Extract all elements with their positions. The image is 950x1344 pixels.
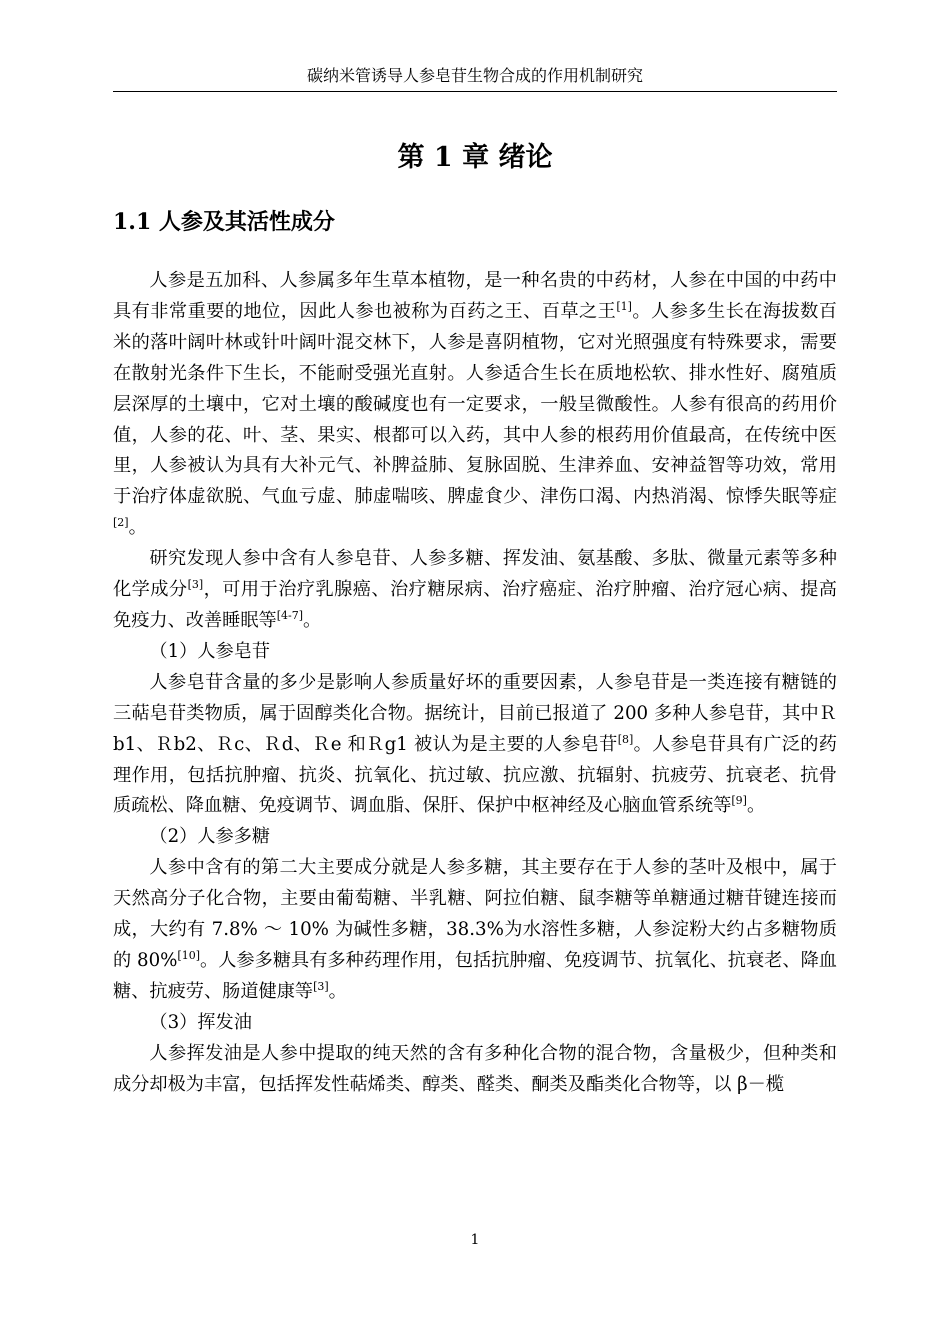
- body-text: [113, 266, 837, 1100]
- subsection-heading: （3）挥发油: [149, 1011, 252, 1033]
- citation[interactable]: [3]: [187, 578, 204, 592]
- running-header: 碳纳米管诱导人参皂苷生物合成的作用机制研究: [306, 66, 643, 85]
- citation[interactable]: [2]: [113, 516, 129, 530]
- paragraph: 人参挥发油是人参中提取的纯天然的含有多种化合物的混合物，含量极少，但种类和成分却极为丰富，包括挥发性萜烯类、醇类、醛类、酮类及酯类化合物等，以 β－榄: [113, 1042, 837, 1095]
- subsection-heading: （2）人参多糖: [149, 826, 271, 848]
- citation[interactable]: [1]: [616, 299, 632, 313]
- citation[interactable]: [4-7]: [276, 608, 303, 622]
- chapter-title: 第 1 章 绪论: [397, 142, 553, 173]
- paragraph: 人参是五加科、人参属多年生草本植物，是一种名贵的中药材，人参在中国的中药中具有非常重要的地位，因此人参也被称为百药之王、百草之王[1]。人参多生长在海拔数百米的落叶阔叶林或针叶阔叶混交林下，人参是喜阴植物，它对光照强度有特殊要求，需要在散射光条件下生长，不能耐受强光直射。人参适合生长在质地松软、排水性好、腐殖质层深厚的土壤中，它对土壤的酸碱度也有一定要求，一般呈微酸性。人参有很高的药用价值，人参的花、叶、茎、果实、根都可以入药，其中人参的根药用价值最高，在传统中医里，人参被认为具有大补元气、补脾益肺、复脉固脱、生津养血、安神益智等功效，常用于治疗体虚欲脱、气血亏虚、肺虚喘咳、脾虚食少、津伤口渴、内热消渴、惊悸失眠等症[2]。: [113, 270, 837, 539]
- citation[interactable]: [8]: [617, 732, 634, 746]
- citation[interactable]: [3]: [313, 979, 329, 993]
- subsection-heading: （1）人参皂苷: [149, 640, 271, 662]
- page-number: 1: [470, 1232, 480, 1248]
- header-rule: [113, 91, 837, 92]
- citation[interactable]: [10]: [177, 948, 201, 962]
- citation[interactable]: [9]: [731, 794, 747, 808]
- paragraph: 研究发现人参中含有人参皂苷、人参多糖、挥发油、氨基酸、多肽、微量元素等多种化学成分[3]，可用于治疗乳腺癌、治疗糖尿病、治疗癌症、治疗肿瘤、治疗冠心病、提高免疫力、改善睡眠等[4-7]。: [113, 548, 837, 631]
- paragraph: 人参中含有的第二大主要成分就是人参多糖，其主要存在于人参的茎叶及根中，属于天然高分子化合物，主要由葡萄糖、半乳糖、阿拉伯糖、鼠李糖等单糖通过糖苷键连接而成，大约有 7.8% ～ 10% 为碱性多糖，38.3%为水溶性多糖，人参淀粉大约占多糖物质的 80%[10]。人参多糖具有多种药理作用，包括抗肿瘤、免疫调节、抗氧化、抗衰老、降血糖、抗疲劳、肠道健康等[3]。: [113, 857, 837, 1002]
- paragraph: 人参皂苷含量的多少是影响人参质量好坏的重要因素，人参皂苷是一类连接有糖链的三萜皂苷类物质，属于固醇类化合物。据统计，目前已报道了 200 多种人参皂苷，其中Ｒb1、Ｒb2、Ｒc、Ｒd、Ｒe 和Ｒg1 被认为是主要的人参皂苷[8]。人参皂苷具有广泛的药理作用，包括抗肿瘤、抗炎、抗氧化、抗过敏、抗应激、抗辐射、抗疲劳、抗衰老、抗骨质疏松、降血糖、免疫调节、调血脂、保肝、保护中枢神经及心脑血管系统等[9]。: [113, 671, 837, 817]
- section-title: 1.1 人参及其活性成分: [113, 209, 335, 235]
